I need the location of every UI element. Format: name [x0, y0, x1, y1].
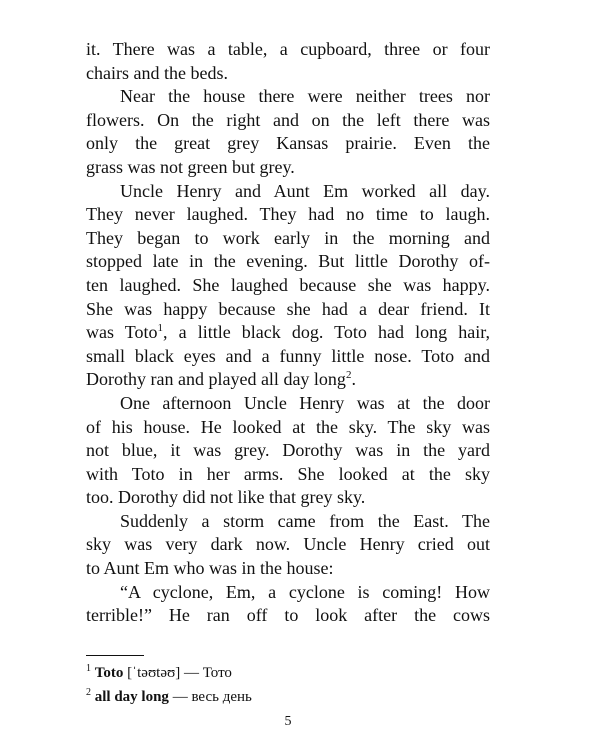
book-page-text	[86, 38, 490, 628]
text-line	[86, 321, 490, 345]
text-segment: , a little black dog. Toto had long hair,	[163, 322, 490, 343]
text-line: grass was not green but grey.	[86, 156, 295, 177]
text-line: of his house. He looked at the sky. The sky was	[86, 416, 490, 437]
footnote-divider	[86, 655, 144, 656]
text-line: only the great grey Kansas prairie. Even the	[86, 133, 490, 154]
paragraph-start-line: Uncle Henry and Aunt Em worked all day.	[120, 180, 490, 201]
text-line: it. There was a table, a cupboard, three or four	[86, 39, 490, 59]
text-line: terrible!” He ran off to look after the cows	[86, 605, 490, 626]
text-line: sky was very dark now. Uncle Henry cried out	[86, 534, 490, 555]
paragraph-start-line: Near the house there were neither trees nor	[120, 86, 490, 107]
paragraph-start-line: Suddenly a storm came from the East. The	[120, 510, 490, 531]
page-number: 5	[284, 714, 292, 729]
footnote-2	[86, 685, 490, 709]
footnote-definition: — весь день	[168, 689, 252, 705]
footnote-number: 1	[86, 663, 91, 674]
text-line: too. Dorothy did not like that grey sky.	[86, 487, 366, 508]
text-line: She was happy because she had a dear friend. It	[86, 298, 490, 319]
footnote-marker-2: 2	[345, 369, 352, 382]
paragraph-start-line: “A cyclone, Em, a cyclone is coming! How	[120, 581, 490, 602]
footnotes	[86, 661, 490, 709]
text-line: not blue, it was grey. Dorothy was in the yard	[86, 440, 490, 461]
paragraph-start-line: One afternoon Uncle Henry was at the door	[120, 392, 490, 413]
text-segment: .	[351, 369, 356, 390]
text-line: stopped late in the evening. But little Dorothy of-	[86, 251, 490, 272]
footnote-number: 2	[86, 687, 91, 698]
text-line: with Toto in her arms. She looked at the sky	[86, 463, 490, 484]
text-line: flowers. On the right and on the left there was	[86, 109, 490, 130]
footnote-term: Toto	[94, 665, 124, 681]
footnote-definition: [ˈtəʊtəʊ] — Тото	[123, 665, 232, 681]
text-line: chairs and the beds.	[86, 62, 228, 83]
footnote-term: all day long	[94, 689, 169, 705]
text-line: to Aunt Em who was in the house:	[86, 558, 334, 579]
text-line: They never laughed. They had no time to laugh.	[86, 204, 490, 225]
footnote-1	[86, 661, 490, 685]
text-line: They began to work early in the morning and	[86, 227, 490, 248]
text-segment: was Toto	[86, 322, 158, 343]
text-line	[86, 368, 490, 392]
text-line: ten laughed. She laughed because she was happy.	[86, 274, 490, 295]
text-line: small black eyes and a funny little nose. Toto and	[86, 345, 490, 366]
text-segment: Dorothy ran and played all day long	[86, 369, 346, 390]
footnote-marker-1: 1	[157, 322, 164, 335]
